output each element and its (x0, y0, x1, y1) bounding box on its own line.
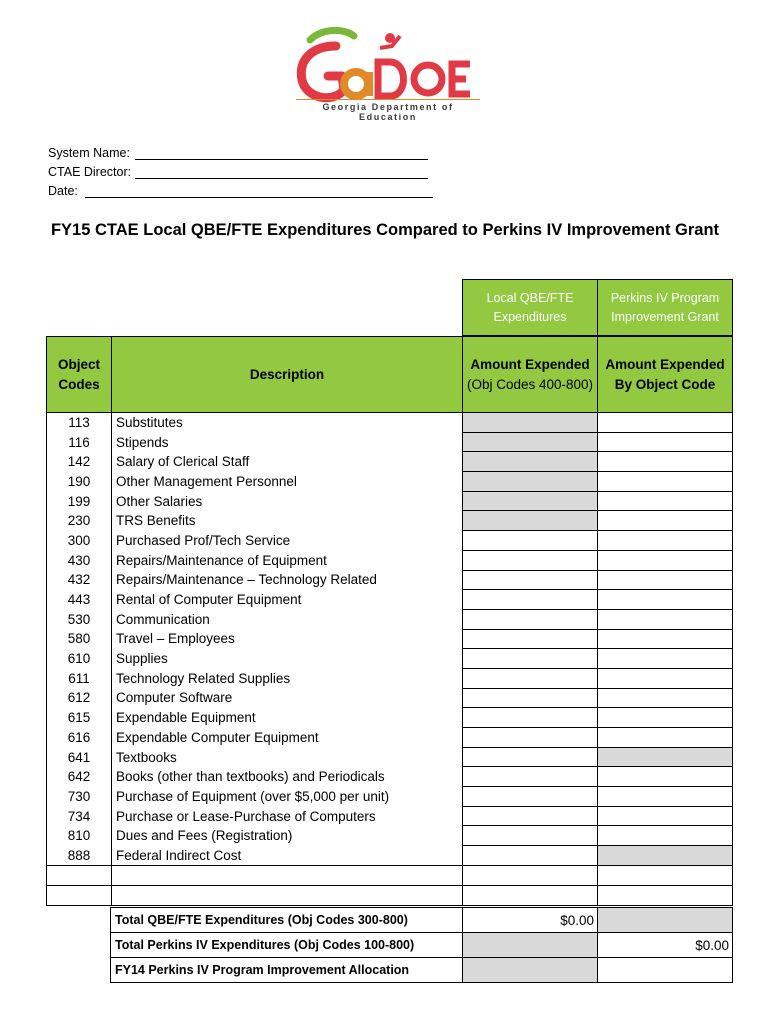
ctae-director-field[interactable] (48, 165, 438, 179)
local-qbe-header: Local QBE/FTE Expenditures (463, 280, 598, 336)
local-amount-cell[interactable] (463, 728, 598, 748)
page-title: FY15 CTAE Local QBE/FTE Expenditures Compared to Perkins IV Improvement Grant (50, 221, 720, 239)
table-row (47, 570, 733, 590)
row-description: Other Salaries (112, 491, 463, 511)
local-amount-cell[interactable] (463, 787, 598, 807)
object-code: 616 (47, 728, 112, 748)
perkins-amount-cell[interactable] (598, 708, 733, 728)
table-row (47, 491, 733, 511)
total-perkins-local-cell (463, 933, 598, 958)
ctae-director-label: CTAE Director: (48, 165, 132, 179)
row-description: Federal Indirect Cost (112, 846, 463, 866)
perkins-amount-cell[interactable] (598, 865, 733, 885)
table-row (47, 550, 733, 570)
table-row (47, 767, 733, 787)
object-code: 580 (47, 629, 112, 649)
perkins-amount-cell[interactable] (598, 609, 733, 629)
row-description: Salary of Clerical Staff (112, 452, 463, 472)
logo-divider (296, 99, 480, 100)
row-description: Books (other than textbooks) and Periodicals (112, 767, 463, 787)
table-row (47, 806, 733, 826)
local-amount-cell[interactable] (463, 413, 598, 433)
row-description: Travel – Employees (112, 629, 463, 649)
perkins-amount-cell[interactable] (598, 570, 733, 590)
perkins-amount-cell[interactable] (598, 590, 733, 610)
table-row (47, 531, 733, 551)
object-code: 190 (47, 472, 112, 492)
object-code: 432 (47, 570, 112, 590)
expenditure-table (46, 336, 733, 906)
object-code: 810 (47, 826, 112, 846)
perkins-amount-cell[interactable] (598, 432, 733, 452)
row-description: Communication (112, 609, 463, 629)
total-perkins-value[interactable]: $0.00 (598, 933, 733, 958)
object-code: 734 (47, 806, 112, 826)
blank-row (47, 865, 733, 885)
total-qbe-label: Total QBE/FTE Expenditures (Obj Codes 300-800) (111, 908, 463, 933)
row-description: Stipends (112, 432, 463, 452)
total-qbe-value[interactable]: $0.00 (463, 908, 598, 933)
perkins-amount-cell[interactable] (598, 531, 733, 551)
object-code: 199 (47, 491, 112, 511)
table-row (47, 609, 733, 629)
object-code: 230 (47, 511, 112, 531)
row-description: Repairs/Maintenance of Equipment (112, 550, 463, 570)
row-description (112, 885, 463, 905)
table-row (47, 511, 733, 531)
local-amount-cell[interactable] (463, 531, 598, 551)
date-label: Date: (48, 184, 78, 198)
table-row (47, 452, 733, 472)
local-amount-cell[interactable] (463, 511, 598, 531)
local-amount-cell[interactable] (463, 649, 598, 669)
object-code (47, 865, 112, 885)
object-code: 611 (47, 668, 112, 688)
object-code (47, 885, 112, 905)
object-code: 610 (47, 649, 112, 669)
perkins-amount-cell[interactable] (598, 491, 733, 511)
row-description: Computer Software (112, 688, 463, 708)
row-description: Repairs/Maintenance – Technology Related (112, 570, 463, 590)
local-amount-cell[interactable] (463, 826, 598, 846)
perkins-amount-cell[interactable] (598, 806, 733, 826)
perkins-amount-cell[interactable] (598, 767, 733, 787)
allocation-perkins-cell[interactable] (598, 958, 733, 983)
table-row (47, 432, 733, 452)
local-amount-cell[interactable] (463, 806, 598, 826)
object-code: 443 (47, 590, 112, 610)
table-row (47, 668, 733, 688)
logo-subtitle: Georgia Department of Education (322, 102, 454, 122)
object-codes-header: Object Codes (47, 337, 112, 413)
local-amount-cell[interactable] (463, 570, 598, 590)
table-row (47, 747, 733, 767)
table-row (47, 728, 733, 748)
table-row (47, 629, 733, 649)
local-amount-cell[interactable] (463, 708, 598, 728)
perkins-amount-cell[interactable] (598, 472, 733, 492)
object-code: 642 (47, 767, 112, 787)
system-name-label: System Name: (48, 146, 130, 160)
row-description: Supplies (112, 649, 463, 669)
perkins-amount-cell[interactable] (598, 885, 733, 905)
row-description: Rental of Computer Equipment (112, 590, 463, 610)
system-name-field[interactable] (48, 146, 438, 160)
perkins-amount-cell[interactable] (598, 511, 733, 531)
local-amount-cell[interactable] (463, 590, 598, 610)
table-row (47, 708, 733, 728)
local-amount-cell[interactable] (463, 472, 598, 492)
object-code: 430 (47, 550, 112, 570)
table-row (47, 826, 733, 846)
perkins-amount-cell[interactable] (598, 728, 733, 748)
local-amount-cell[interactable] (463, 767, 598, 787)
object-code: 641 (47, 747, 112, 767)
local-amount-cell[interactable] (463, 491, 598, 511)
perkins-amount-cell[interactable] (598, 629, 733, 649)
allocation-local-cell (463, 958, 598, 983)
object-code: 300 (47, 531, 112, 551)
row-description: Purchase of Equipment (over $5,000 per unit) (112, 787, 463, 807)
object-code: 615 (47, 708, 112, 728)
total-perkins-label: Total Perkins IV Expenditures (Obj Codes 100-800) (111, 933, 463, 958)
local-amount-cell[interactable] (463, 432, 598, 452)
perkins-header: Perkins IV Program Improvement Grant (598, 280, 733, 336)
row-description: Textbooks (112, 747, 463, 767)
object-code: 142 (47, 452, 112, 472)
perkins-amount-cell[interactable] (598, 550, 733, 570)
row-description (112, 865, 463, 885)
perkins-amount-cell[interactable] (598, 649, 733, 669)
perkins-amount-cell[interactable] (598, 668, 733, 688)
perkins-amount-header: Amount Expended By Object Code (598, 337, 733, 413)
description-header: Description (112, 337, 463, 413)
table-row (47, 649, 733, 669)
perkins-amount-cell[interactable] (598, 688, 733, 708)
row-description: Purchased Prof/Tech Service (112, 531, 463, 551)
local-amount-header: Amount Expended (Obj Codes 400-800) (463, 337, 598, 413)
total-qbe-perkins-cell (598, 908, 733, 933)
local-amount-cell[interactable] (463, 846, 598, 866)
table-row (47, 413, 733, 433)
object-code: 113 (47, 413, 112, 433)
local-amount-cell[interactable] (463, 747, 598, 767)
table-row (47, 472, 733, 492)
object-code: 888 (47, 846, 112, 866)
blank-row (47, 885, 733, 905)
table-row (47, 787, 733, 807)
top-header (462, 279, 733, 336)
local-amount-cell[interactable] (463, 629, 598, 649)
local-amount-cell[interactable] (463, 668, 598, 688)
perkins-amount-cell[interactable] (598, 413, 733, 433)
table-row (47, 590, 733, 610)
row-description: Substitutes (112, 413, 463, 433)
perkins-amount-cell[interactable] (598, 747, 733, 767)
allocation-label: FY14 Perkins IV Program Improvement Allocation (111, 958, 463, 983)
perkins-amount-cell[interactable] (598, 452, 733, 472)
local-amount-cell[interactable] (463, 609, 598, 629)
local-amount-cell[interactable] (463, 885, 598, 905)
perkins-amount-cell[interactable] (598, 826, 733, 846)
local-amount-cell[interactable] (463, 452, 598, 472)
perkins-amount-cell[interactable] (598, 787, 733, 807)
object-code: 730 (47, 787, 112, 807)
row-description: Dues and Fees (Registration) (112, 826, 463, 846)
row-description: Purchase or Lease-Purchase of Computers (112, 806, 463, 826)
date-field[interactable] (48, 184, 438, 198)
row-description: Other Management Personnel (112, 472, 463, 492)
object-code: 530 (47, 609, 112, 629)
row-description: Technology Related Supplies (112, 668, 463, 688)
totals-table (110, 907, 733, 983)
row-description: Expendable Computer Equipment (112, 728, 463, 748)
table-row (47, 688, 733, 708)
row-description: Expendable Equipment (112, 708, 463, 728)
local-amount-cell[interactable] (463, 865, 598, 885)
local-amount-cell[interactable] (463, 550, 598, 570)
object-code: 612 (47, 688, 112, 708)
object-code: 116 (47, 432, 112, 452)
local-amount-cell[interactable] (463, 688, 598, 708)
perkins-amount-cell[interactable] (598, 846, 733, 866)
row-description: TRS Benefits (112, 511, 463, 531)
table-row (47, 846, 733, 866)
